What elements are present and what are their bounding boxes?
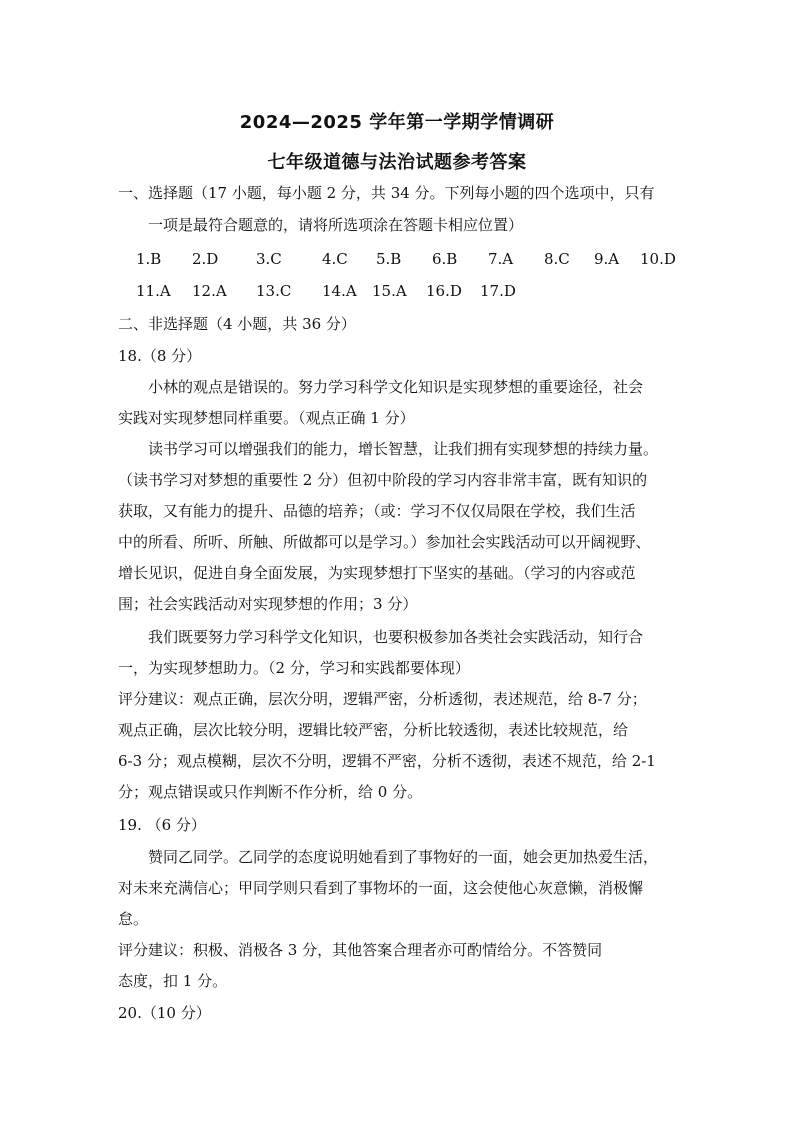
- q18-paragraph-line: 一，为实现梦想助力。（2 分，学习和实践都要体现）: [118, 659, 470, 677]
- q18-paragraph-line: （读书学习对梦想的重要性 2 分）但初中阶段的学习内容非常丰富，既有知识的: [118, 471, 648, 489]
- answer-item: 9.A: [594, 250, 620, 268]
- page-subtitle: 七年级道德与法治试题参考答案: [267, 152, 527, 173]
- answer-item: 8.C: [544, 250, 570, 268]
- answer-item: 5.B: [376, 250, 402, 268]
- q18-paragraph-line: 读书学习可以增强我们的能力，增长智慧，让我们拥有实现梦想的持续力量。: [148, 440, 659, 458]
- answer-item: 3.C: [256, 250, 282, 268]
- q19-label: 19. （6 分）: [118, 816, 206, 834]
- q18-scoring-line: 6-3 分；观点模糊，层次不分明，逻辑不严密，分析不透彻，表述不规范，给 2-1: [118, 752, 656, 770]
- answer-item: 1.B: [136, 250, 162, 268]
- q18-scoring-line: 评分建议：观点正确，层次分明，逻辑严密，分析透彻，表述规范，给 8-7 分；: [118, 690, 647, 708]
- q18-paragraph-line: 小林的观点是错误的。努力学习科学文化知识是实现梦想的重要途径，社会: [148, 378, 644, 396]
- q19-scoring-line: 评分建议：积极、消极各 3 分，其他答案合理者亦可酌情给分。不答赞同: [118, 941, 603, 959]
- q19-scoring-line: 态度，扣 1 分。: [118, 972, 228, 990]
- answer-item: 7.A: [488, 250, 514, 268]
- answer-item: 10.D: [640, 250, 676, 268]
- answer-item: 12.A: [192, 282, 227, 300]
- q18-label: 18.（8 分）: [118, 347, 202, 365]
- answer-item: 13.C: [256, 282, 292, 300]
- q18-paragraph-line: 增长见识，促进自身全面发展，为实现梦想打下坚实的基础。（学习的内容或范: [118, 564, 636, 582]
- answer-item: 11.A: [136, 282, 171, 300]
- answer-item: 4.C: [322, 250, 348, 268]
- q19-paragraph-line: 赞同乙同学。乙同学的态度说明她看到了事物好的一面，她会更加热爱生活，: [148, 848, 659, 866]
- answer-item: 17.D: [480, 282, 516, 300]
- q18-paragraph-line: 获取，又有能力的提升、品德的培养；（或：学习不仅仅局限在学校，我们生活: [118, 502, 636, 520]
- q18-paragraph-line: 我们既要努力学习科学文化知识，也要积极参加各类社会实践活动，知行合: [148, 628, 644, 646]
- q18-paragraph-line: 围；社会实践活动对实现梦想的作用；3 分）: [118, 595, 418, 613]
- section2-heading: 二、非选择题（4 小题，共 36 分）: [118, 315, 356, 333]
- q18-scoring-line: 观点正确，层次比较分明，逻辑比较严密，分析比较透彻，表述比较规范，给: [118, 721, 629, 739]
- q19-paragraph-line: 对未来充满信心；甲同学则只看到了事物坏的一面，这会使他心灰意懒，消极懈: [118, 879, 644, 897]
- answer-item: 14.A: [322, 282, 357, 300]
- q20-label: 20.（10 分）: [118, 1004, 211, 1022]
- answer-item: 6.B: [432, 250, 458, 268]
- page-title: 2024—2025 学年第一学期学情调研: [239, 112, 555, 133]
- q18-paragraph-line: 中的所看、所听、所触、所做都可以是学习。）参加社会实践活动可以开阔视野、: [118, 533, 651, 551]
- answer-item: 15.A: [372, 282, 407, 300]
- answer-item: 16.D: [426, 282, 462, 300]
- q18-scoring-line: 分；观点错误或只作判断不作分析，给 0 分。: [118, 783, 423, 801]
- q18-paragraph-line: 实践对实现梦想同样重要。（观点正确 1 分）: [118, 409, 415, 427]
- q19-paragraph-line: 怠。: [118, 910, 149, 928]
- section1-heading: 一、选择题（17 小题，每小题 2 分，共 34 分。下列每小题的四个选项中，只有: [118, 184, 655, 202]
- answer-item: 2.D: [192, 250, 219, 268]
- section1-instruction: 一项是最符合题意的，请将所选项涂在答题卡相应位置）: [148, 216, 524, 234]
